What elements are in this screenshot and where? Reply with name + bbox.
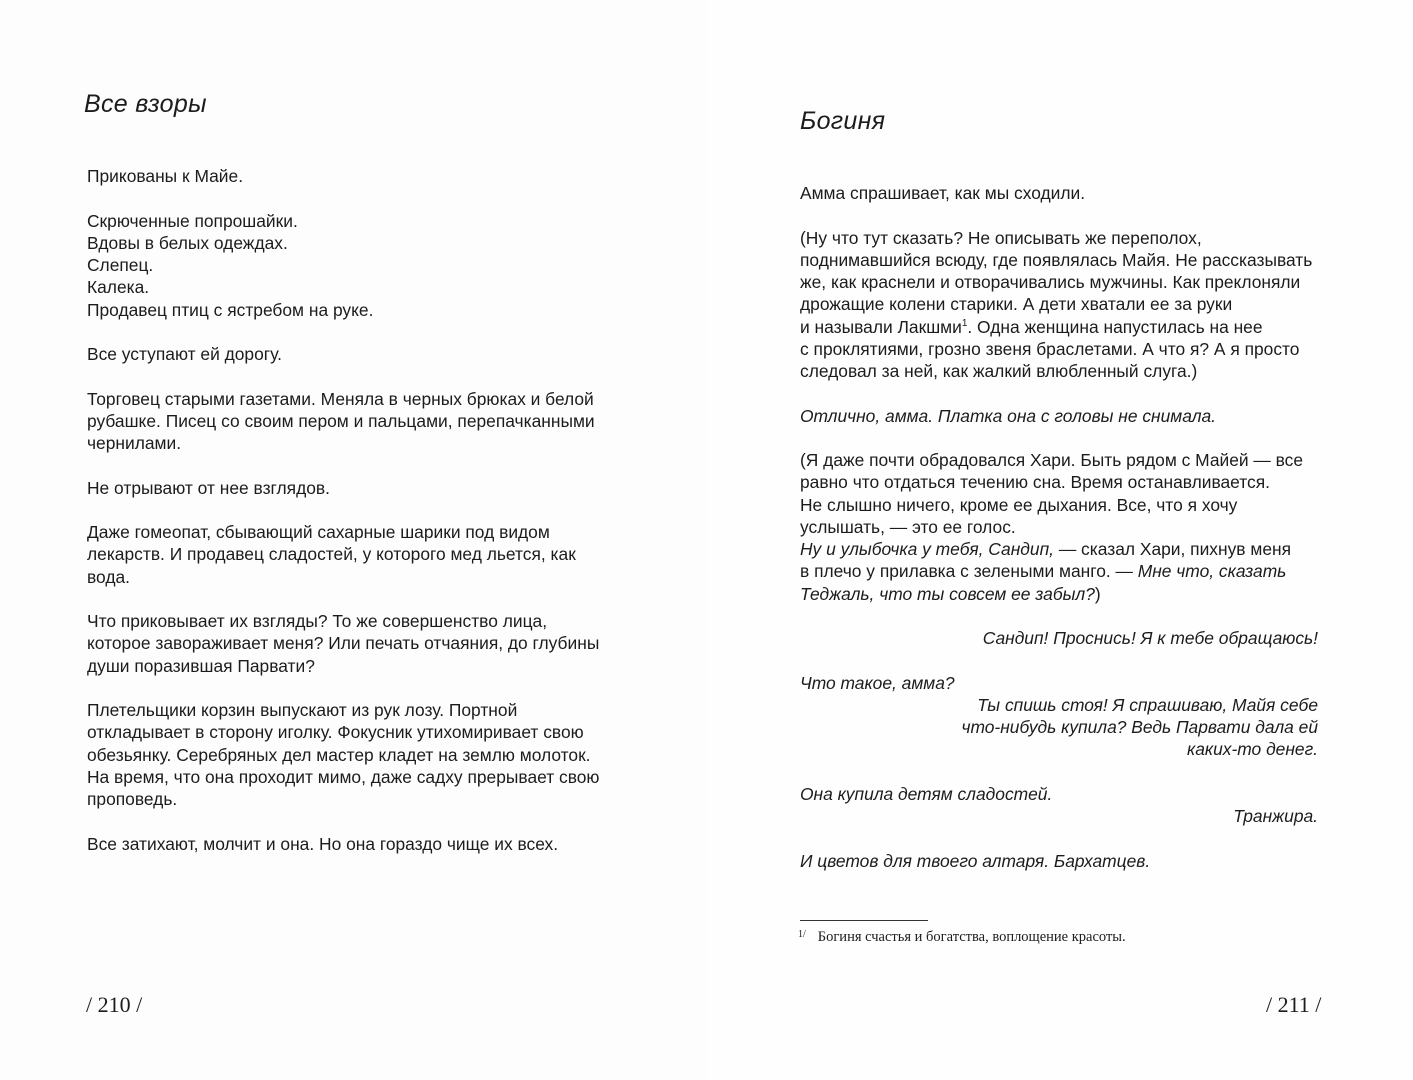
footnote-mark: 1/ bbox=[798, 929, 806, 940]
text-segment: На время, что она проходит мимо, даже садху прерывает свою bbox=[87, 766, 600, 787]
text-line bbox=[87, 343, 647, 365]
right-page bbox=[706, 0, 1413, 1080]
blank-line bbox=[87, 187, 647, 209]
text-line bbox=[800, 271, 1318, 293]
text-segment: Плетельщики корзин выпускают из рук лозу. Портной bbox=[87, 700, 518, 720]
body-text bbox=[87, 165, 647, 855]
footnote-reference: 1 bbox=[961, 317, 968, 329]
text-line bbox=[800, 738, 1318, 760]
text-line bbox=[800, 471, 1318, 493]
text-segment: которое завораживает меня? Или печать отчаяния, до глубины bbox=[87, 633, 600, 654]
text-line bbox=[87, 410, 647, 432]
text-segment: И цветов для твоего алтаря. Бархатцев. bbox=[800, 850, 1151, 871]
blank-line bbox=[800, 649, 1318, 671]
blank-line bbox=[87, 321, 647, 343]
text-segment: Не отрывают от нее взглядов. bbox=[87, 477, 330, 498]
blank-line bbox=[800, 427, 1318, 449]
text-line bbox=[87, 254, 647, 276]
text-segment: Не слышно ничего, кроме ее дыхания. Все, что я хочу bbox=[800, 494, 1238, 515]
text-line bbox=[800, 360, 1318, 382]
text-segment: Скрюченные попрошайки. bbox=[87, 210, 298, 231]
body-text bbox=[800, 182, 1318, 872]
text-segment: проповедь. bbox=[87, 789, 178, 809]
text-line bbox=[800, 338, 1318, 360]
text-segment: что-нибудь купила? Ведь Парвати дала ей bbox=[961, 717, 1318, 737]
text-line bbox=[87, 721, 647, 743]
text-segment: (Ну что тут сказать? Не описывать же переполох, bbox=[800, 227, 1202, 248]
text-segment: Все уступают ей дорогу. bbox=[87, 344, 282, 364]
text-line bbox=[800, 783, 1318, 805]
text-line bbox=[800, 672, 1318, 694]
text-line bbox=[87, 788, 647, 810]
text-line bbox=[800, 293, 1318, 315]
chapter-title: Все взоры bbox=[84, 90, 207, 118]
text-line bbox=[87, 276, 647, 298]
text-segment: (Я даже почти обрадовался Хари. Быть рядом с Майей — все bbox=[800, 450, 1304, 470]
text-segment: Теджаль, что ты совсем ее забыл? bbox=[800, 583, 1095, 604]
text-line bbox=[87, 632, 647, 654]
text-segment: — сказал Хари, пихнув меня bbox=[1054, 539, 1292, 559]
text-segment: Прикованы к Майе. bbox=[87, 166, 244, 186]
text-line bbox=[87, 766, 647, 788]
text-line bbox=[800, 805, 1318, 827]
text-line bbox=[87, 521, 647, 543]
text-segment: души поразившая Парвати? bbox=[87, 655, 315, 676]
text-segment: равно что отдаться течению сна. Время останавливается. bbox=[800, 472, 1270, 493]
text-segment: с проклятиями, грозно звеня браслетами. А что я? А я просто bbox=[800, 338, 1300, 359]
text-line bbox=[87, 744, 647, 766]
blank-line bbox=[87, 677, 647, 699]
text-segment: Калека. bbox=[87, 277, 150, 298]
text-line bbox=[87, 477, 647, 499]
text-line bbox=[800, 850, 1318, 872]
text-segment: вода. bbox=[87, 566, 130, 587]
text-segment: Торговец старыми газетами. Меняла в черных брюках и белой bbox=[87, 388, 594, 409]
blank-line bbox=[800, 204, 1318, 226]
text-line bbox=[87, 210, 647, 232]
chapter-title: Богиня bbox=[800, 107, 886, 135]
page-number: / 210 / bbox=[86, 992, 143, 1017]
text-line bbox=[87, 566, 647, 588]
text-line bbox=[800, 494, 1318, 516]
blank-line bbox=[800, 382, 1318, 404]
text-line bbox=[800, 182, 1318, 204]
blank-line bbox=[87, 365, 647, 387]
text-line bbox=[800, 249, 1318, 271]
text-segment: услышать, — это ее голос. bbox=[800, 516, 1016, 537]
text-segment: откладывает в сторону иголку. Фокусник утихомиривает свою bbox=[87, 722, 584, 743]
blank-line bbox=[800, 827, 1318, 849]
text-segment: следовал за ней, как жалкий влюбленный слуга.) bbox=[800, 361, 1198, 381]
blank-line bbox=[87, 810, 647, 832]
text-segment: Даже гомеопат, сбывающий сахарные шарики под видом bbox=[87, 522, 550, 542]
text-line bbox=[87, 432, 647, 454]
text-line bbox=[87, 543, 647, 565]
text-segment: и называли Лакшми bbox=[800, 316, 962, 337]
text-line bbox=[800, 405, 1318, 427]
text-segment: Слепец. bbox=[87, 255, 154, 275]
text-segment: лекарств. И продавец сладостей, у которого мед льется, как bbox=[87, 544, 576, 565]
text-line bbox=[800, 627, 1318, 649]
blank-line bbox=[87, 499, 647, 521]
text-segment: Отлично, амма. Платка она с головы не снимала. bbox=[800, 405, 1216, 426]
text-segment: Что такое, амма? bbox=[800, 672, 955, 693]
text-segment: Что приковывает их взгляды? То же совершенство лица, bbox=[87, 611, 548, 631]
page-number: / 211 / bbox=[1266, 992, 1322, 1017]
footnote bbox=[798, 929, 1126, 946]
text-segment: рубашке. Писец со своим пером и пальцами, перепачканными bbox=[87, 410, 595, 431]
blank-line bbox=[800, 605, 1318, 627]
footnote-divider bbox=[800, 920, 928, 921]
text-segment: каких-то денег. bbox=[1187, 739, 1318, 760]
text-line bbox=[87, 165, 647, 187]
text-segment: Мне что, сказать bbox=[1137, 561, 1287, 582]
text-segment: Ну и улыбочка у тебя, Сандип, bbox=[800, 539, 1054, 559]
text-segment: Амма спрашивает, как мы сходили. bbox=[800, 183, 1086, 203]
text-line bbox=[87, 699, 647, 721]
text-line bbox=[87, 299, 647, 321]
text-segment: поднимавшийся всюду, где появлялась Майя. Не рассказывать bbox=[800, 249, 1313, 270]
text-segment: обезьянку. Серебряных дел мастер кладет на землю молоток. bbox=[87, 744, 591, 765]
text-segment: Вдовы в белых одеждах. bbox=[87, 232, 288, 253]
text-line bbox=[87, 655, 647, 677]
text-segment: дрожащие колени старики. А дети хватали ее за руки bbox=[800, 294, 1233, 315]
blank-line bbox=[800, 761, 1318, 783]
text-line bbox=[800, 516, 1318, 538]
text-segment: . Одна женщина напустилась на нее bbox=[967, 316, 1263, 337]
text-line bbox=[800, 694, 1318, 716]
text-line bbox=[800, 316, 1318, 338]
text-line bbox=[800, 716, 1318, 738]
blank-line bbox=[87, 588, 647, 610]
blank-line bbox=[87, 454, 647, 476]
text-line bbox=[800, 560, 1318, 582]
text-segment: Все затихают, молчит и она. Но она гораздо чище их всех. bbox=[87, 833, 559, 854]
text-line bbox=[800, 583, 1318, 605]
text-line bbox=[87, 388, 647, 410]
text-segment: Транжира. bbox=[1233, 806, 1318, 826]
text-segment: Она купила детям сладостей. bbox=[800, 783, 1053, 804]
text-segment: Ты спишь стоя! Я спрашиваю, Майя себе bbox=[977, 694, 1318, 715]
text-segment: чернилами. bbox=[87, 433, 182, 453]
text-segment: же, как краснели и отворачивались мужчины. Как преклоняли bbox=[800, 272, 1301, 292]
text-segment: Продавец птиц с ястребом на руке. bbox=[87, 299, 374, 320]
text-line bbox=[800, 227, 1318, 249]
left-page bbox=[0, 0, 706, 1080]
text-line bbox=[87, 232, 647, 254]
text-line bbox=[800, 538, 1318, 560]
text-line bbox=[87, 833, 647, 855]
text-segment: Сандип! Проснись! Я к тебе обращаюсь! bbox=[982, 628, 1318, 648]
text-line bbox=[800, 449, 1318, 471]
text-segment: ) bbox=[1094, 583, 1101, 604]
footnote-text: Богиня счастья и богатства, воплощение красоты. bbox=[817, 929, 1126, 945]
text-line bbox=[87, 610, 647, 632]
text-segment: в плечо у прилавка с зелеными манго. — bbox=[800, 561, 1138, 582]
